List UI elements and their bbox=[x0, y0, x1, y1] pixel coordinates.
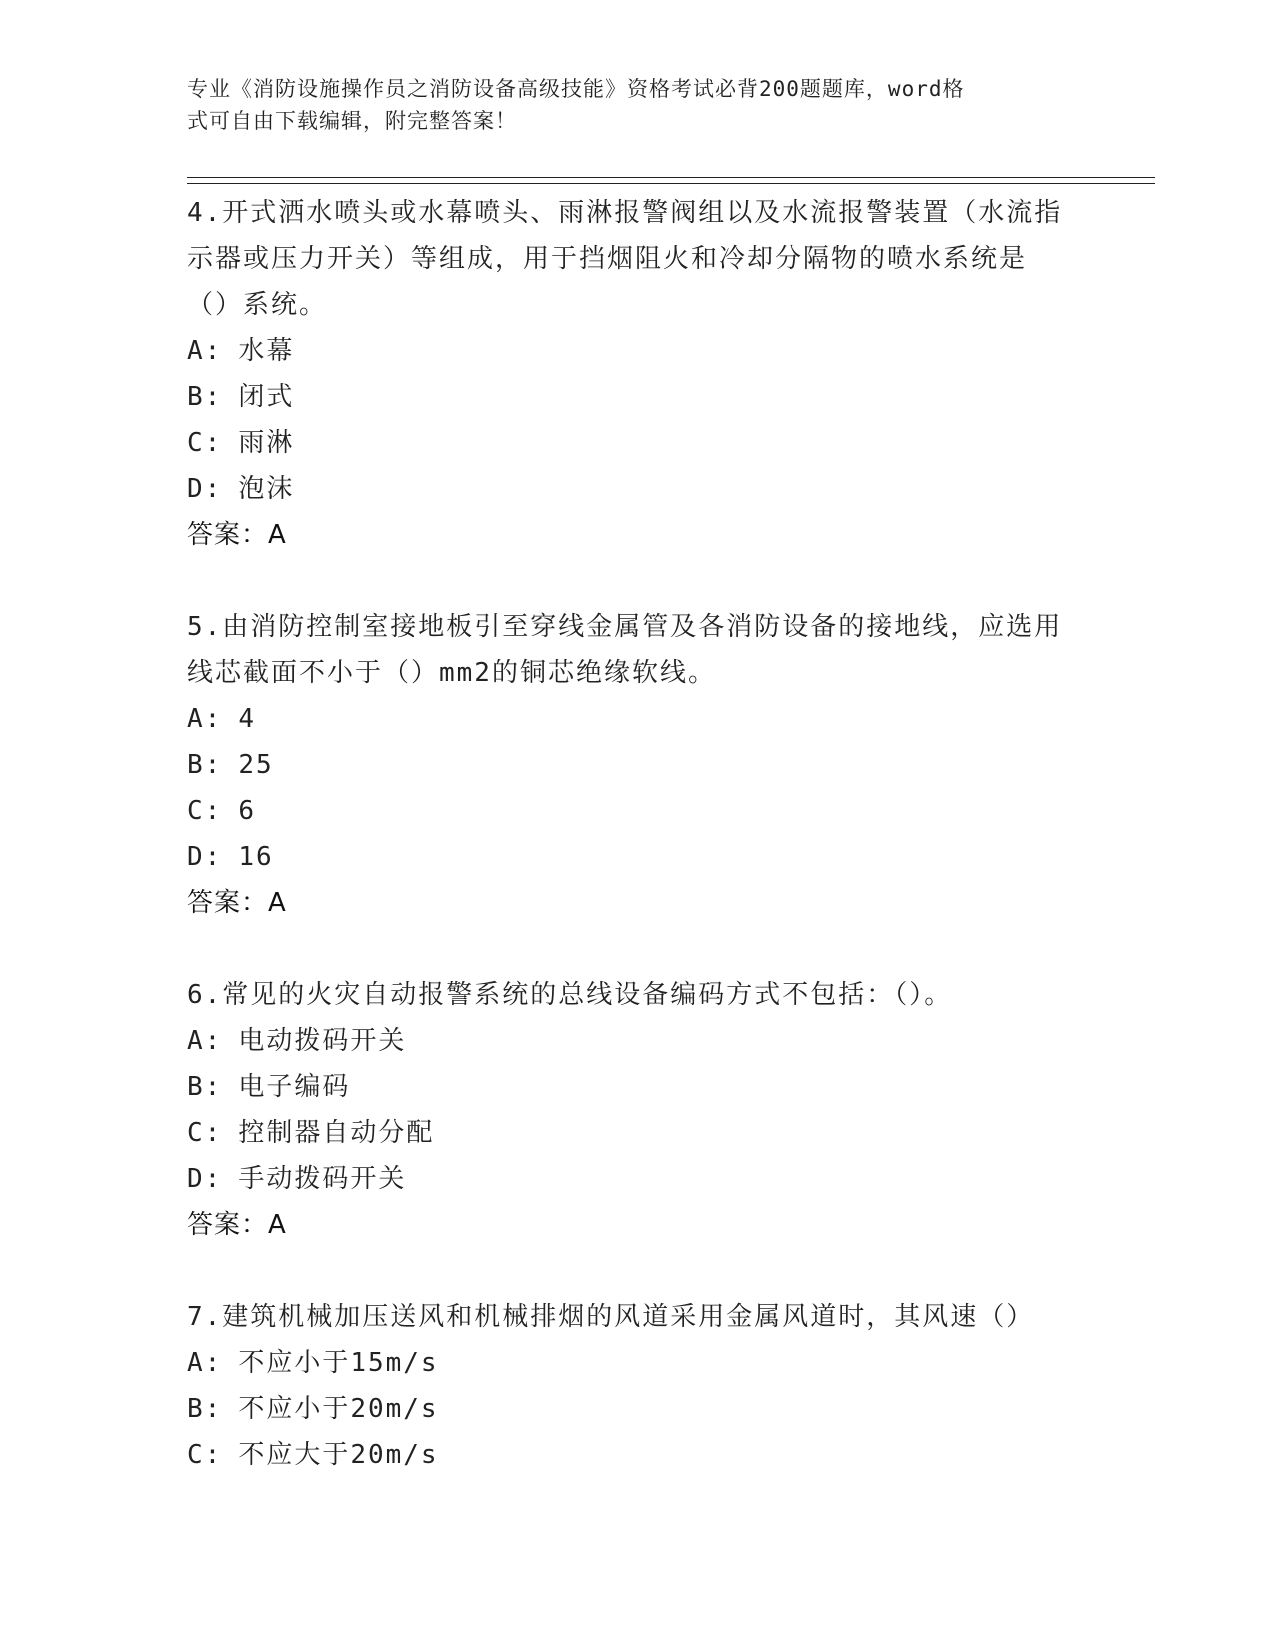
option-letter: A: bbox=[187, 336, 223, 366]
option-text: 水幕 bbox=[238, 336, 295, 366]
option-b bbox=[187, 1064, 1087, 1110]
option-a bbox=[187, 1340, 1087, 1386]
option-text: 25 bbox=[238, 750, 274, 780]
option-b bbox=[187, 374, 1087, 420]
question-stem: 5.由消防控制室接地板引至穿线金属管及各消防设备的接地线，应选用线芯截面不小于（）mm2的铜芯绝缘软线。 bbox=[187, 612, 1063, 688]
option-b bbox=[187, 742, 1087, 788]
option-text: 不应小于20m/s bbox=[238, 1394, 439, 1424]
option-text: 手动拨码开关 bbox=[238, 1164, 407, 1194]
question-list bbox=[187, 190, 1087, 1478]
option-letter: D: bbox=[187, 1164, 223, 1194]
option-text: 16 bbox=[238, 842, 274, 872]
option-text: 不应小于15m/s bbox=[238, 1348, 439, 1378]
option-text: 雨淋 bbox=[238, 428, 295, 458]
question-stem: 4.开式洒水喷头或水幕喷头、雨淋报警阀组以及水流报警装置（水流指示器或压力开关）等组成，用于挡烟阻火和冷却分隔物的喷水系统是（）系统。 bbox=[187, 198, 1063, 320]
header-divider-top bbox=[187, 177, 1155, 178]
option-text: 泡沫 bbox=[238, 474, 295, 504]
option-c bbox=[187, 420, 1087, 466]
option-letter: B: bbox=[187, 1072, 223, 1102]
option-text: 6 bbox=[238, 796, 256, 826]
option-letter: D: bbox=[187, 474, 223, 504]
question-stem: 6.常见的火灾自动报警系统的总线设备编码方式不包括：（）。 bbox=[187, 980, 953, 1010]
question-stem: 7.建筑机械加压送风和机械排烟的风道采用金属风道时，其风速（） bbox=[187, 1302, 1035, 1332]
option-d bbox=[187, 834, 1087, 880]
answer-line: 答案：A bbox=[187, 1210, 287, 1240]
option-text: 电子编码 bbox=[238, 1072, 351, 1102]
option-letter: B: bbox=[187, 1394, 223, 1424]
option-letter: A: bbox=[187, 1348, 223, 1378]
header-line-2: 式可自由下载编辑，附完整答案！ bbox=[187, 109, 517, 133]
option-letter: A: bbox=[187, 704, 223, 734]
option-text: 闭式 bbox=[238, 382, 295, 412]
option-c bbox=[187, 1110, 1087, 1156]
option-letter: D: bbox=[187, 842, 223, 872]
answer-line: 答案：A bbox=[187, 520, 287, 550]
header-line-1: 专业《消防设施操作员之消防设备高级技能》资格考试必背200题题库，word格 bbox=[187, 77, 965, 101]
option-text: 控制器自动分配 bbox=[238, 1118, 435, 1148]
option-letter: B: bbox=[187, 750, 223, 780]
question-7 bbox=[187, 1294, 1087, 1478]
question-5 bbox=[187, 604, 1087, 926]
option-letter: A: bbox=[187, 1026, 223, 1056]
document-header bbox=[187, 73, 1067, 137]
option-a bbox=[187, 696, 1087, 742]
option-letter: B: bbox=[187, 382, 223, 412]
option-a bbox=[187, 328, 1087, 374]
option-letter: C: bbox=[187, 1440, 223, 1470]
option-c bbox=[187, 1432, 1087, 1478]
option-letter: C: bbox=[187, 428, 223, 458]
option-d bbox=[187, 1156, 1087, 1202]
option-a bbox=[187, 1018, 1087, 1064]
option-d bbox=[187, 466, 1087, 512]
option-letter: C: bbox=[187, 796, 223, 826]
option-text: 电动拨码开关 bbox=[238, 1026, 407, 1056]
answer-line: 答案：A bbox=[187, 888, 287, 918]
header-divider-bottom bbox=[187, 183, 1155, 184]
question-4 bbox=[187, 190, 1087, 558]
option-text: 不应大于20m/s bbox=[238, 1440, 439, 1470]
option-b bbox=[187, 1386, 1087, 1432]
option-c bbox=[187, 788, 1087, 834]
option-letter: C: bbox=[187, 1118, 223, 1148]
option-text: 4 bbox=[238, 704, 256, 734]
question-6 bbox=[187, 972, 1087, 1248]
